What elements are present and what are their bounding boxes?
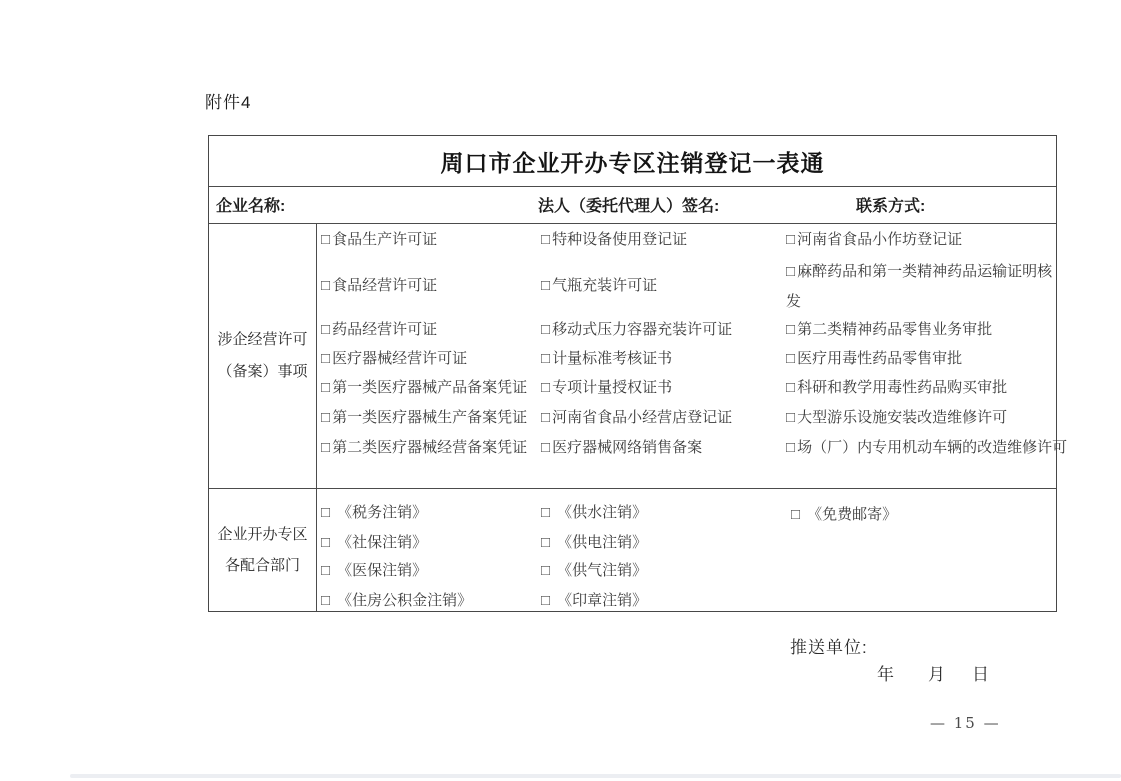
checkbox-icon: □ <box>541 379 551 396</box>
checkbox-icon: □ <box>321 592 331 609</box>
checklist-item <box>321 320 437 340</box>
checklist-item <box>786 230 962 250</box>
checklist-item <box>321 591 472 611</box>
checkbox-icon: □ <box>786 350 796 367</box>
checkbox-icon: □ <box>321 379 331 396</box>
section1-row-label <box>209 223 316 488</box>
company-name-label: 企业名称: <box>216 198 286 215</box>
checkbox-icon: □ <box>786 439 796 456</box>
checkbox-icon: □ <box>321 534 331 551</box>
section1-label-line2: （备案）事项 <box>217 362 308 380</box>
checkbox-icon: □ <box>786 231 796 248</box>
item-label: 《供水注销》 <box>557 504 648 521</box>
item-label: 河南省食品小作坊登记证 <box>797 231 963 248</box>
checklist-item <box>541 591 647 611</box>
day-label: 日 <box>972 665 989 684</box>
checklist-item <box>786 257 1064 317</box>
item-label: 场（厂）内专用机动车辆的改造维修许可 <box>797 439 1068 456</box>
checklist-item <box>321 438 527 458</box>
checkbox-icon: □ <box>541 277 551 294</box>
checklist-item <box>791 505 897 525</box>
checkbox-icon: □ <box>541 562 551 579</box>
checkbox-icon: □ <box>786 263 796 280</box>
checkbox-icon: □ <box>541 439 551 456</box>
item-label: 河南省食品小经营店登记证 <box>552 409 733 426</box>
item-label: 《免费邮寄》 <box>807 506 898 523</box>
checklist-item <box>321 408 527 428</box>
checklist-item <box>321 533 427 553</box>
checkbox-icon: □ <box>786 379 796 396</box>
push-unit-label: 推送单位: <box>790 638 868 657</box>
checklist-item <box>321 561 427 581</box>
checklist-item <box>321 349 467 369</box>
checklist-item <box>541 438 702 458</box>
checkbox-icon: □ <box>321 231 331 248</box>
item-label: 专项计量授权证书 <box>552 379 673 396</box>
item-label: 气瓶充装许可证 <box>552 277 658 294</box>
item-label: 《供气注销》 <box>557 562 648 579</box>
checklist-item <box>541 378 672 398</box>
month-label: 月 <box>928 665 945 684</box>
checklist-item <box>786 438 1067 458</box>
item-label: 药品经营许可证 <box>332 321 438 338</box>
checklist-item <box>786 408 1007 428</box>
item-label: 医疗器械经营许可证 <box>332 350 468 367</box>
item-label: 医疗器械网络销售备案 <box>552 439 703 456</box>
section1-label-line1: 涉企经营许可 <box>217 330 308 348</box>
item-label: 医疗用毒性药品零售审批 <box>797 350 963 367</box>
checklist-item <box>541 320 732 340</box>
checkbox-icon: □ <box>541 592 551 609</box>
checklist-item <box>541 533 647 553</box>
checklist-item <box>786 378 1007 398</box>
checkbox-icon: □ <box>321 350 331 367</box>
scan-artifact <box>70 774 1121 778</box>
checkbox-icon: □ <box>321 562 331 579</box>
checkbox-icon: □ <box>791 506 801 523</box>
checklist-item <box>786 349 962 369</box>
checkbox-icon: □ <box>541 321 551 338</box>
checkbox-icon: □ <box>321 277 331 294</box>
contact-label: 联系方式: <box>856 198 926 215</box>
checkbox-icon: □ <box>541 504 551 521</box>
item-label: 《住房公积金注销》 <box>337 592 473 609</box>
item-label: 食品经营许可证 <box>332 277 438 294</box>
divider <box>209 223 1056 224</box>
item-label: 计量标准考核证书 <box>552 350 673 367</box>
section2-row-label <box>209 488 316 611</box>
item-label: 《供电注销》 <box>557 534 648 551</box>
table-title-row <box>209 136 1056 186</box>
form-title: 周口市企业开办专区注销登记一表通 <box>440 149 825 176</box>
checkbox-icon: □ <box>321 504 331 521</box>
checklist-item <box>321 230 437 250</box>
item-label: 第二类医疗器械经营备案凭证 <box>332 439 528 456</box>
divider <box>316 223 317 611</box>
checklist-item <box>321 503 427 523</box>
item-label: 科研和教学用毒性药品购买审批 <box>797 379 1008 396</box>
checkbox-icon: □ <box>541 409 551 426</box>
item-label: 《医保注销》 <box>337 562 428 579</box>
item-label: 食品生产许可证 <box>332 231 438 248</box>
item-label: 第一类医疗器械生产备案凭证 <box>332 409 528 426</box>
checkbox-icon: □ <box>321 439 331 456</box>
checklist-item <box>541 503 647 523</box>
item-label: 麻醉药品和第一类精神药品运输证明核发 <box>786 263 1053 310</box>
item-label: 《社保注销》 <box>337 534 428 551</box>
item-label: 《印章注销》 <box>557 592 648 609</box>
item-label: 特种设备使用登记证 <box>552 231 688 248</box>
checklist-item <box>541 230 687 250</box>
checklist-item <box>786 320 992 340</box>
checklist-item <box>321 276 437 296</box>
item-label: 第二类精神药品零售业务审批 <box>797 321 993 338</box>
registration-form-table <box>208 135 1068 612</box>
page-number: — 15 — <box>930 714 1001 732</box>
checklist-item <box>541 276 657 296</box>
checklist-item <box>321 378 527 398</box>
divider <box>209 488 1056 489</box>
checkbox-icon: □ <box>321 321 331 338</box>
checkbox-icon: □ <box>786 321 796 338</box>
checkbox-icon: □ <box>321 409 331 426</box>
year-label: 年 <box>877 665 894 684</box>
item-label: 大型游乐设施安装改造维修许可 <box>797 409 1008 426</box>
checklist-item <box>541 561 647 581</box>
signer-label: 法人（委托代理人）签名: <box>538 198 720 215</box>
checkbox-icon: □ <box>786 409 796 426</box>
section2-label-line1: 企业开办专区 <box>217 525 308 543</box>
checklist-item <box>541 349 672 369</box>
section2-label-line2: 各配合部门 <box>224 556 300 574</box>
attachment-label: 附件4 <box>205 93 252 112</box>
checkbox-icon: □ <box>541 350 551 367</box>
checkbox-icon: □ <box>541 534 551 551</box>
checkbox-icon: □ <box>541 231 551 248</box>
item-label: 第一类医疗器械产品备案凭证 <box>332 379 528 396</box>
item-label: 移动式压力容器充装许可证 <box>552 321 733 338</box>
item-label: 《税务注销》 <box>337 504 428 521</box>
checklist-item <box>541 408 732 428</box>
